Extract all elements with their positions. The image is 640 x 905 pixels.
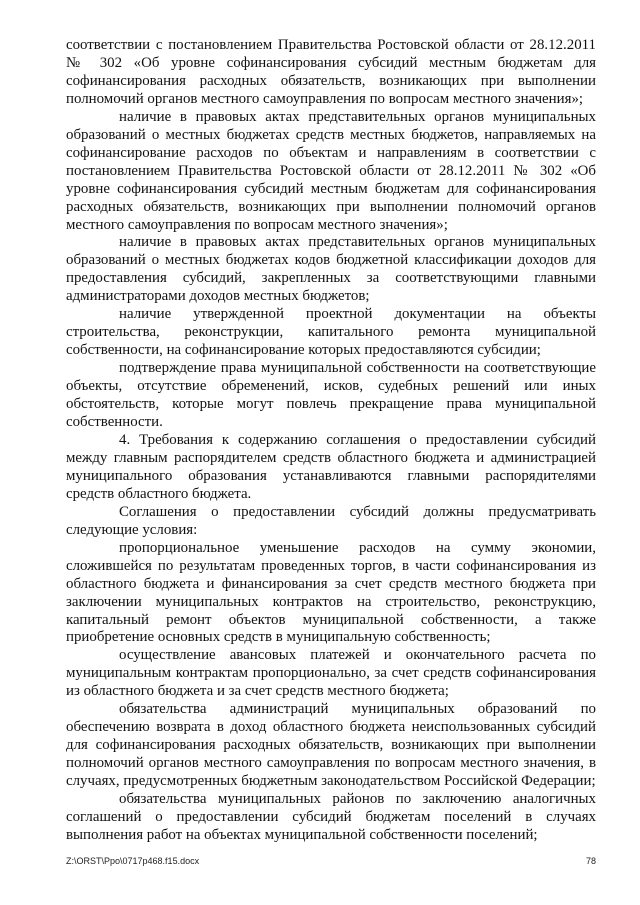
paragraph: подтверждение права муниципальной собственности на соответствующие объекты, отсутствие обременений, исков, судебных решений или иных обстоятельств, которые могут повлечь прекращение права муниципальной собственности. — [66, 360, 596, 431]
paragraph: соответствии с постановлением Правительства Ростовской области от 28.12.2011 № 302 «Об уровне софинансирования субсидий местным бюджетам для софинансирования расходных обязательств, возникающих при выполнении полномочий органов местного самоуправления по вопросам местного значения»; — [66, 37, 596, 107]
paragraph: наличие утвержденной проектной документации на объекты строительства, реконструкции, капитального ремонта муниципальной собственности, на софинансирование которых предоставляются субсидии; — [66, 306, 596, 359]
document-body — [66, 37, 596, 845]
paragraph: пропорциональное уменьшение расходов на сумму экономии, сложившейся по результатам проведенных торгов, в части софинансирования из областного бюджета и финансирования за счет средств местного бюджета при заключении муниципальных контрактов на строительство, реконструкцию, капитальный ремонт объектов муниципальной собственности, а также приобретение основных средств в муниципальную собственность; — [66, 539, 596, 646]
paragraph: наличие в правовых актах представительных органов муниципальных образований о местных бюджетах кодов бюджетной классификации доходов для предоставления субсидий, закрепленных за соответствующими главными администраторами доходов местных бюджетов; — [66, 234, 596, 305]
page-footer — [66, 856, 596, 870]
paragraph: обязательства администраций муниципальных образований по обеспечению возврата в доход областного бюджета неиспользованных субсидий для софинансирования расходных обязательств, возникающих при выполнении полномочий органов местного самоуправления по вопросам местного значения, в случаях, предусмотренных бюджетным законодательством Российской Федерации; — [66, 701, 596, 790]
paragraph: обязательства муниципальных районов по заключению аналогичных соглашений о предоставлении субсидий бюджетам поселений в случаях выполнения работ на объектах муниципальной собственности поселений; — [66, 791, 596, 843]
paragraph: 4. Требования к содержанию соглашения о предоставлении субсидий между главным распорядителем средств областного бюджета и администрацией муниципального образования устанавливаются главными распорядителями средств областного бюджета. — [66, 431, 596, 502]
paragraph: Соглашения о предоставлении субсидий должны предусматривать следующие условия: — [66, 503, 596, 538]
file-path: Z:\ORST\Ppo\0717p468.f15.docx — [66, 856, 200, 866]
paragraph: наличие в правовых актах представительных органов муниципальных образований о местных бюджетах средств местных бюджетов, направляемых на софинансирование расходов по объектам и направлениям в соответствии с постановлением Правительства Ростовской области от 28.12.2011 № 302 «Об уровне софинансирования субсидий местным бюджетам для софинансирования расходных обязательств, возникающих при выполнении полномочий органов местного самоуправления по вопросам местного значения»; — [66, 108, 596, 233]
page-number: 78 — [585, 856, 596, 866]
paragraph: осуществление авансовых платежей и окончательного расчета по муниципальным контрактам пропорционально, за счет средств софинансирования из областного бюджета и за счет средств местного бюджета; — [66, 647, 596, 700]
